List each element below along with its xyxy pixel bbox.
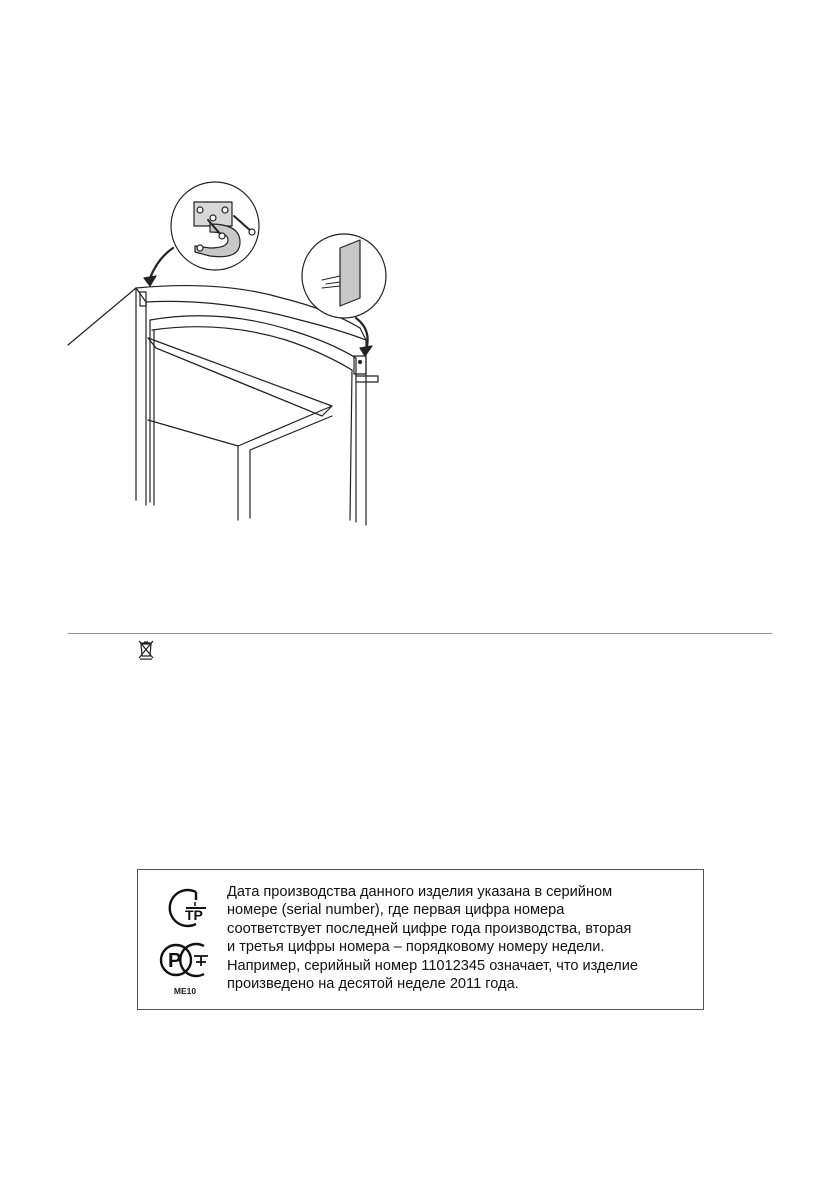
adhesive-pad-detail-icon: [302, 234, 386, 318]
certification-box: [137, 869, 704, 1010]
crossed-out-bin-icon: [137, 640, 155, 660]
note-line: номере (serial number), где первая цифра номера: [227, 902, 565, 919]
note-line: Например, серийный номер 11012345 означает, что изделие: [227, 957, 638, 974]
refrigerator-door-illustration: [60, 180, 400, 530]
logo-caption: ME10: [173, 986, 197, 996]
note-line: и третья цифры номера – порядковому номеру недели.: [227, 939, 605, 956]
rostest-mark-icon: [161, 944, 208, 976]
svg-text:P: P: [168, 950, 182, 972]
gost-tr-mark-icon: [170, 890, 206, 926]
door-hinge-detail-icon: [171, 182, 259, 270]
note-line: Дата производства данного изделия указана в серийном: [227, 884, 613, 900]
certification-logos: [158, 884, 212, 1004]
note-line: соответствует последней цифре года производства, вторая: [227, 920, 632, 937]
section-divider: [68, 633, 772, 634]
svg-text:TP: TP: [185, 907, 203, 923]
note-line: произведено на десятой неделе 2011 года.: [227, 976, 519, 993]
manufacture-date-note: [227, 883, 697, 993]
